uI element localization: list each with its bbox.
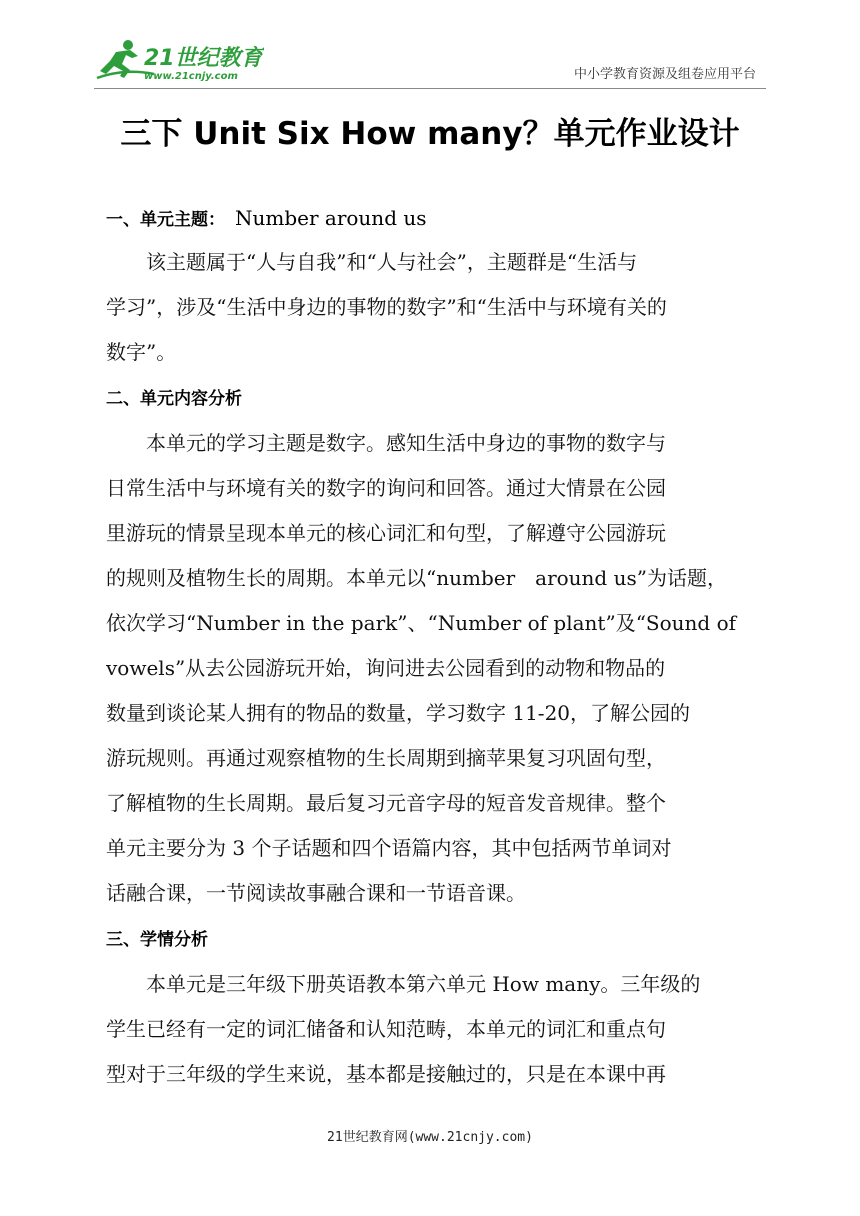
- paragraph-line: 单元主要分为 3 个子话题和四个语篇内容，其中包括两节单词对: [106, 836, 672, 860]
- paragraph-line: 的规则及植物生长的周期。本单元以“number around us”为话题，: [106, 566, 727, 590]
- content-analysis-paragraph: [106, 421, 758, 916]
- paragraph-line: 依次学习“Number in the park”、“Number of plant”及“Sound of: [106, 611, 737, 635]
- unit-theme-paragraph: [106, 240, 758, 375]
- section-heading-unit-theme: [106, 198, 758, 238]
- paragraph-line: 本单元是三年级下册英语教本第六单元 How many。三年级的: [106, 972, 701, 996]
- unit-theme-value: Number around us: [235, 206, 427, 230]
- document-body: [106, 198, 758, 1101]
- paragraph-line: 数字”。: [106, 340, 177, 364]
- header-slogan: 中小学教育资源及组卷应用平台: [573, 67, 756, 82]
- svg-text:21世纪教育: 21世纪教育: [144, 46, 263, 71]
- page-header: [0, 0, 860, 100]
- header-divider: [94, 88, 766, 89]
- paragraph-line: 该主题属于“人与自我”和“人与社会”，主题群是“生活与: [106, 250, 638, 274]
- paragraph-line: 了解植物的生长周期。最后复习元音字母的短音发音规律。整个: [106, 791, 666, 815]
- svg-text:www.21cnjy.com: www.21cnjy.com: [144, 71, 238, 82]
- running-figure-icon: [94, 38, 264, 84]
- site-logo: [94, 38, 264, 84]
- paragraph-line: 日常生活中与环境有关的数字的询问和回答。通过大情景在公园: [106, 476, 666, 500]
- document-title: 三下 Unit Six How many？单元作业设计: [120, 116, 740, 152]
- section-heading-content-analysis: 二、单元内容分析: [106, 389, 242, 409]
- paragraph-line: 学习”，涉及“生活中身边的事物的数字”和“生活中与环境有关的: [106, 295, 667, 319]
- paragraph-line: 话融合课，一节阅读故事融合课和一节语音课。: [106, 881, 526, 905]
- paragraph-line: 型对于三年级的学生来说，基本都是接触过的，只是在本课中再: [106, 1062, 666, 1086]
- paragraph-line: 数量到谈论某人拥有的物品的数量，学习数字 11-20，了解公园的: [106, 701, 691, 725]
- section-heading-label: 一、单元主题：: [106, 210, 225, 230]
- paragraph-line: vowels”从去公园游玩开始，询问进去公园看到的动物和物品的: [106, 656, 666, 680]
- learner-analysis-paragraph: [106, 962, 758, 1097]
- paragraph-line: 里游玩的情景呈现本单元的核心词汇和句型，了解遵守公园游玩: [106, 521, 666, 545]
- paragraph-line: 游玩规则。再通过观察植物的生长周期到摘苹果复习巩固句型，: [106, 746, 666, 770]
- section-heading-learner-analysis: 三、学情分析: [106, 930, 208, 950]
- paragraph-line: 本单元的学习主题是数字。感知生活中身边的事物的数字与: [106, 431, 666, 455]
- page-footer: 21世纪教育网(www.21cnjy.com): [327, 1130, 533, 1145]
- paragraph-line: 学生已经有一定的词汇储备和认知范畴，本单元的词汇和重点句: [106, 1017, 666, 1041]
